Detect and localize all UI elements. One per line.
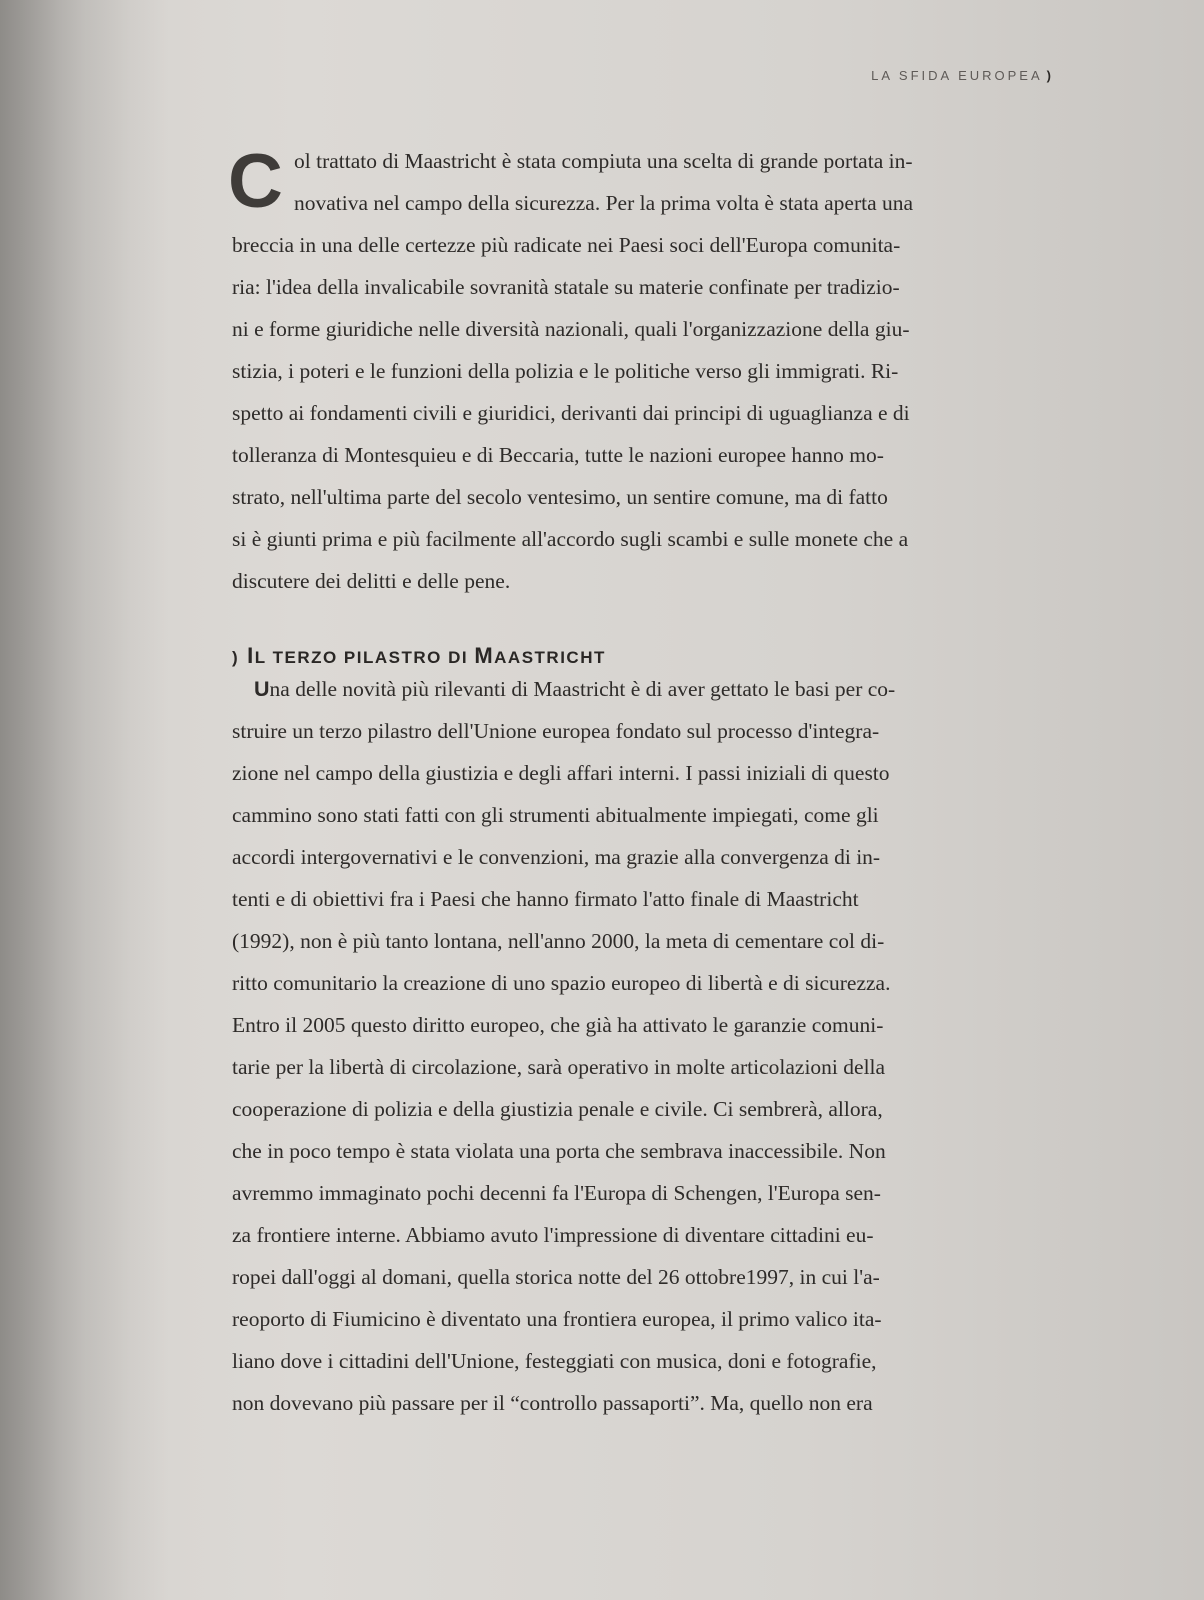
text-line: si è giunti prima e più facilmente all'accordo sugli scambi e sulle monete che a (232, 527, 909, 551)
text-line: reoporto di Fiumicino è diventato una frontiera europea, il primo valico ita- (232, 1307, 882, 1331)
lead-letter: U (254, 677, 270, 701)
section-heading-mark: ) (232, 648, 240, 667)
text-line: accordi intergovernativi e le convenzioni, ma grazie alla convergenza di in- (232, 845, 881, 869)
text-line: tarie per la libertà di circolazione, sarà operativo in molte articolazioni della (232, 1055, 886, 1079)
text-line: struire un terzo pilastro dell'Unione europea fondato sul processo d'integra- (232, 719, 880, 743)
text-line: stizia, i poteri e le funzioni della polizia e le politiche verso gli immigrati. Ri- (232, 359, 899, 383)
text-line: tenti e di obiettivi fra i Paesi che hanno firmato l'atto finale di Maastricht (232, 887, 859, 911)
drop-cap: C (228, 139, 283, 224)
text-line: ria: l'idea della invalicabile sovranità statale su materie confinate per tradizio- (232, 275, 900, 299)
text-line: zione nel campo della giustizia e degli affari interni. I passi iniziali di questo (232, 761, 890, 785)
text-line: avremmo immaginato pochi decenni fa l'Europa di Schengen, l'Europa sen- (232, 1181, 881, 1205)
text-line: tolleranza di Montesquieu e di Beccaria, tutte le nazioni europee hanno mo- (232, 443, 884, 467)
text-line: liano dove i cittadini dell'Unione, festeggiati con musica, doni e fotografie, (232, 1349, 877, 1373)
text-line: ni e forme giuridiche nelle diversità nazionali, quali l'organizzazione della giu- (232, 317, 910, 341)
heading-cap: M (474, 643, 495, 668)
text-line: ropei dall'oggi al domani, quella storica notte del 26 ottobre1997, in cui l'a- (232, 1265, 880, 1289)
heading-text: AASTRICHT (494, 648, 606, 667)
text-line: ol trattato di Maastricht è stata compiuta una scelta di grande portata in- (294, 149, 913, 173)
text-line: (1992), non è più tanto lontana, nell'anno 2000, la meta di cementare col di- (232, 929, 885, 953)
section-paragraph (232, 668, 1112, 1424)
text-line: che in poco tempo è stata violata una porta che sembrava inaccessibile. Non (232, 1139, 886, 1163)
text-line: za frontiere interne. Abbiamo avuto l'impressione di diventare cittadini eu- (232, 1223, 874, 1247)
running-head-title: LA SFIDA EUROPEA (871, 68, 1043, 83)
text-line: non dovevano più passare per il “controllo passaporti”. Ma, quello non era (232, 1391, 873, 1415)
text-line: ritto comunitario la creazione di uno spazio europeo di libertà e di sicurezza. (232, 971, 891, 995)
text-line: discutere dei delitti e delle pene. (232, 569, 511, 593)
running-head-mark: ) (1046, 68, 1054, 83)
heading-cap: I (247, 643, 255, 668)
text-line: cammino sono stati fatti con gli strumenti abitualmente impiegati, come gli (232, 803, 879, 827)
text-line: novativa nel campo della sicurezza. Per la prima volta è stata aperta una (294, 191, 914, 215)
intro-paragraph (228, 139, 1112, 602)
text-line: breccia in una delle certezze più radicate nei Paesi soci dell'Europa comunita- (232, 233, 901, 257)
text-line: strato, nell'ultima parte del secolo ventesimo, un sentire comune, ma di fatto (232, 485, 888, 509)
text-line (232, 668, 1112, 710)
text-line: Entro il 2005 questo diritto europeo, che già ha attivato le garanzie comuni- (232, 1013, 884, 1037)
section-heading (232, 643, 606, 669)
heading-text: L TERZO PILASTRO DI (254, 648, 475, 667)
text-line: cooperazione di polizia e della giustizia penale e civile. Ci sembrerà, allora, (232, 1097, 883, 1121)
text-line-content: na delle novità più rilevanti di Maastricht è di aver gettato le basi per co- (269, 677, 896, 701)
running-head (871, 68, 1054, 83)
text-line: spetto ai fondamenti civili e giuridici, derivanti dai principi di uguaglianza e di (232, 401, 910, 425)
